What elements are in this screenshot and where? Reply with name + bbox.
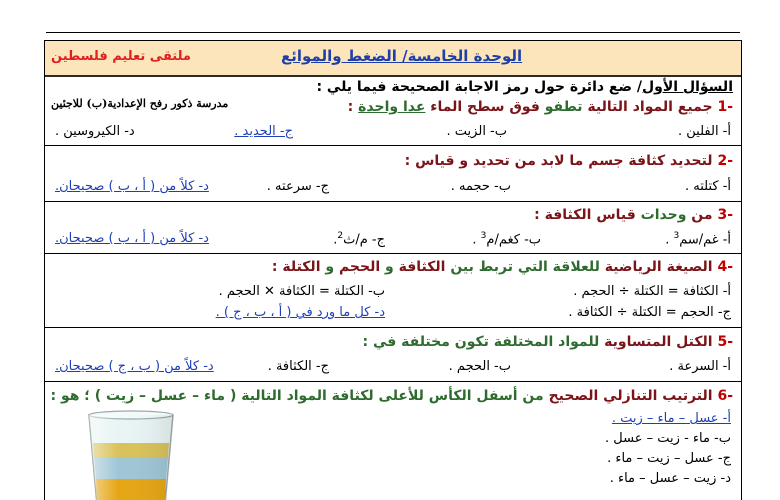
question-text: الكتلة bbox=[282, 259, 321, 275]
question-text: الحجم bbox=[338, 259, 381, 275]
top-rule bbox=[46, 32, 740, 33]
question-keyword: عدا واحدة bbox=[358, 99, 426, 115]
divider bbox=[45, 145, 741, 146]
question-text: جميع المواد التالية bbox=[587, 99, 713, 115]
question-text: الكتل المتساوية bbox=[604, 334, 713, 350]
question-text: الصيغة الرياضية bbox=[604, 259, 713, 275]
question-4 bbox=[272, 259, 733, 275]
option-text: أ- غم/سم bbox=[679, 232, 731, 248]
question-3 bbox=[534, 207, 733, 223]
school-name: مدرسة ذكور رفح الإعدادية(ب) للاجئين bbox=[51, 97, 229, 110]
option-text: ب- كغم/م bbox=[486, 232, 541, 248]
superscript: 3 bbox=[673, 231, 680, 241]
question-number: -2 bbox=[717, 153, 733, 169]
q4-option-a[interactable]: أ- الكثافة = الكتلة ÷ الحجم . bbox=[573, 284, 731, 299]
q1-option-c[interactable]: ج- الحديد . bbox=[234, 124, 293, 139]
question-1 bbox=[348, 99, 733, 115]
q2-option-b[interactable]: ب- حجمه . bbox=[450, 179, 511, 194]
q6-option-d[interactable]: د- زيت – عسل – ماء . bbox=[609, 471, 731, 486]
question-text: الترتيب التنازلي الصحيح bbox=[548, 388, 713, 404]
q2-option-d[interactable]: د- كلاً من ( أ ، ب ) صحيحان. bbox=[55, 179, 209, 194]
q3-option-b[interactable]: ب- كغم/م$^3$ . bbox=[472, 231, 541, 248]
q6-option-a[interactable]: أ- عسل – ماء – زيت . bbox=[611, 411, 731, 426]
question-text: فوق سطح الماء bbox=[430, 99, 540, 115]
layered-liquid-glass-icon bbox=[81, 405, 181, 500]
question-text: قياس الكثافة : bbox=[534, 207, 636, 223]
q1-option-d[interactable]: د- الكيروسين . bbox=[55, 124, 135, 139]
q3-option-a[interactable]: أ- غم/سم$^3$ . bbox=[665, 231, 731, 248]
question-keyword: تطفو bbox=[544, 99, 583, 115]
question-text: : bbox=[347, 99, 359, 115]
q4-option-b[interactable]: ب- الكتلة = الكثافة ✕ الحجم . bbox=[218, 284, 385, 299]
q5-option-d[interactable]: د- كلاً من ( ب ، ج ) صحيحان. bbox=[55, 359, 214, 374]
question-keyword: وحدات bbox=[640, 207, 687, 223]
header-bar bbox=[45, 41, 741, 77]
question-text: من bbox=[691, 207, 713, 223]
q1-option-a[interactable]: أ- الفلين . bbox=[678, 124, 731, 139]
brand-text: ملتقى تعليم فلسطين bbox=[51, 49, 191, 64]
q2-option-c[interactable]: ج- سرعته . bbox=[266, 179, 329, 194]
option-text: ج- م/ث bbox=[343, 232, 385, 248]
question-text: : bbox=[271, 259, 283, 275]
question-instruction: / ضع دائرة حول رمز الاجابة الصحيحة فيما يلي : bbox=[316, 79, 643, 95]
divider bbox=[45, 381, 741, 382]
question-keyword: للمواد المختلفة تكون مختلفة في : bbox=[362, 334, 600, 350]
q6-option-b[interactable]: ب- ماء - زيت – عسل . bbox=[605, 431, 731, 446]
divider bbox=[45, 201, 741, 202]
question-number: -6 bbox=[717, 388, 733, 404]
q5-option-b[interactable]: ب- الحجم . bbox=[448, 359, 511, 374]
question-text: لتحديد كثافة جسم ما لابد من تحديد و قياس : bbox=[404, 153, 713, 169]
question-number: -3 bbox=[717, 207, 733, 223]
q5-option-a[interactable]: أ- السرعة . bbox=[669, 359, 731, 374]
question-6 bbox=[50, 388, 733, 404]
superscript: 3 bbox=[480, 231, 487, 241]
unit-title: الوحدة الخامسة/ الضغط والموائع bbox=[281, 47, 523, 65]
q4-option-c[interactable]: ج- الحجم = الكتلة ÷ الكثافة . bbox=[568, 305, 731, 320]
q5-option-c[interactable]: ج- الكثافة . bbox=[267, 359, 329, 374]
divider bbox=[45, 253, 741, 254]
q3-option-c[interactable]: ج- م/ث$^2$. bbox=[333, 231, 385, 248]
question-keyword: من أسفل الكأس للأعلى لكثافة المواد التالية ( ماء – عسل – زيت ) ؛ هو : bbox=[50, 388, 544, 404]
question-number: -5 bbox=[717, 334, 733, 350]
question-label: السؤال الأول bbox=[642, 79, 733, 95]
question-text: الكثافة bbox=[398, 259, 446, 275]
superscript: 2 bbox=[337, 231, 344, 241]
question-keyword: و bbox=[380, 259, 399, 275]
q4-option-d[interactable]: د- كل ما ورد في ( أ ، ب ، ج ) . bbox=[215, 305, 385, 320]
question-5 bbox=[362, 334, 733, 350]
question-instructions bbox=[316, 79, 733, 95]
worksheet bbox=[44, 40, 742, 500]
question-2 bbox=[405, 153, 733, 169]
divider bbox=[45, 327, 741, 328]
q2-option-a[interactable]: أ- كتلته . bbox=[684, 179, 731, 194]
question-keyword: للعلاقة التي تربط بين bbox=[450, 259, 600, 275]
question-number: -4 bbox=[717, 259, 733, 275]
question-number: -1 bbox=[717, 99, 733, 115]
q1-option-b[interactable]: ب- الزيت . bbox=[446, 124, 507, 139]
q3-option-d[interactable]: د- كلاً من ( أ ، ب ) صحيحان. bbox=[55, 231, 209, 246]
q6-option-c[interactable]: ج- عسل – زيت – ماء . bbox=[607, 451, 731, 466]
question-keyword: و bbox=[320, 259, 339, 275]
